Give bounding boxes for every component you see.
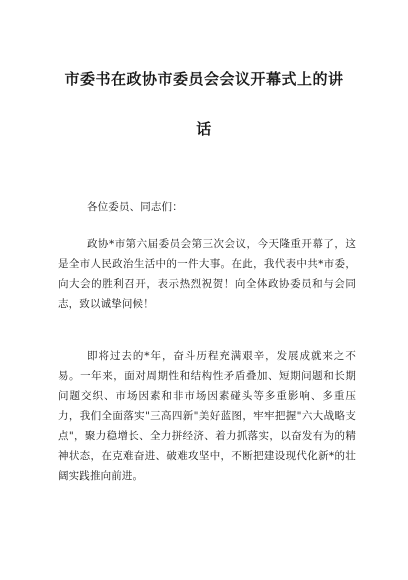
- paragraph-opening: 政协*市第六届委员会第三次会议，今天隆重开幕了，这是全市人民政治生活中的一件大事。在此，我代表中共*市委，向大会的胜利召开，表示热烈祝贺！向全体政协委员和与会同志，致以诚挚问候！: [58, 238, 356, 310]
- document-title: 市委书在政协市委员会会议开幕式上的讲: [64, 70, 344, 88]
- document-title-continued: 话: [196, 120, 212, 138]
- salutation: 各位委员、同志们：: [87, 201, 183, 213]
- paragraph-review: 即将过去的*年，奋斗历程充满艰辛，发展成就来之不易。一年来，面对周期性和结构性矛盾叠加、短期问题和长期问题交织、市场因素和非市场因素碰头等多重影响、多重压力，我们全面落实"三高四新"美好蓝图，牢牢把握"六大战略支点"，聚力稳增长、全力拼经济、着力抓落实，以奋发有为的精神状态，在克难奋进、破难攻坚中，不断把建设现代化新*的壮阔实践推向前进。: [58, 350, 356, 482]
